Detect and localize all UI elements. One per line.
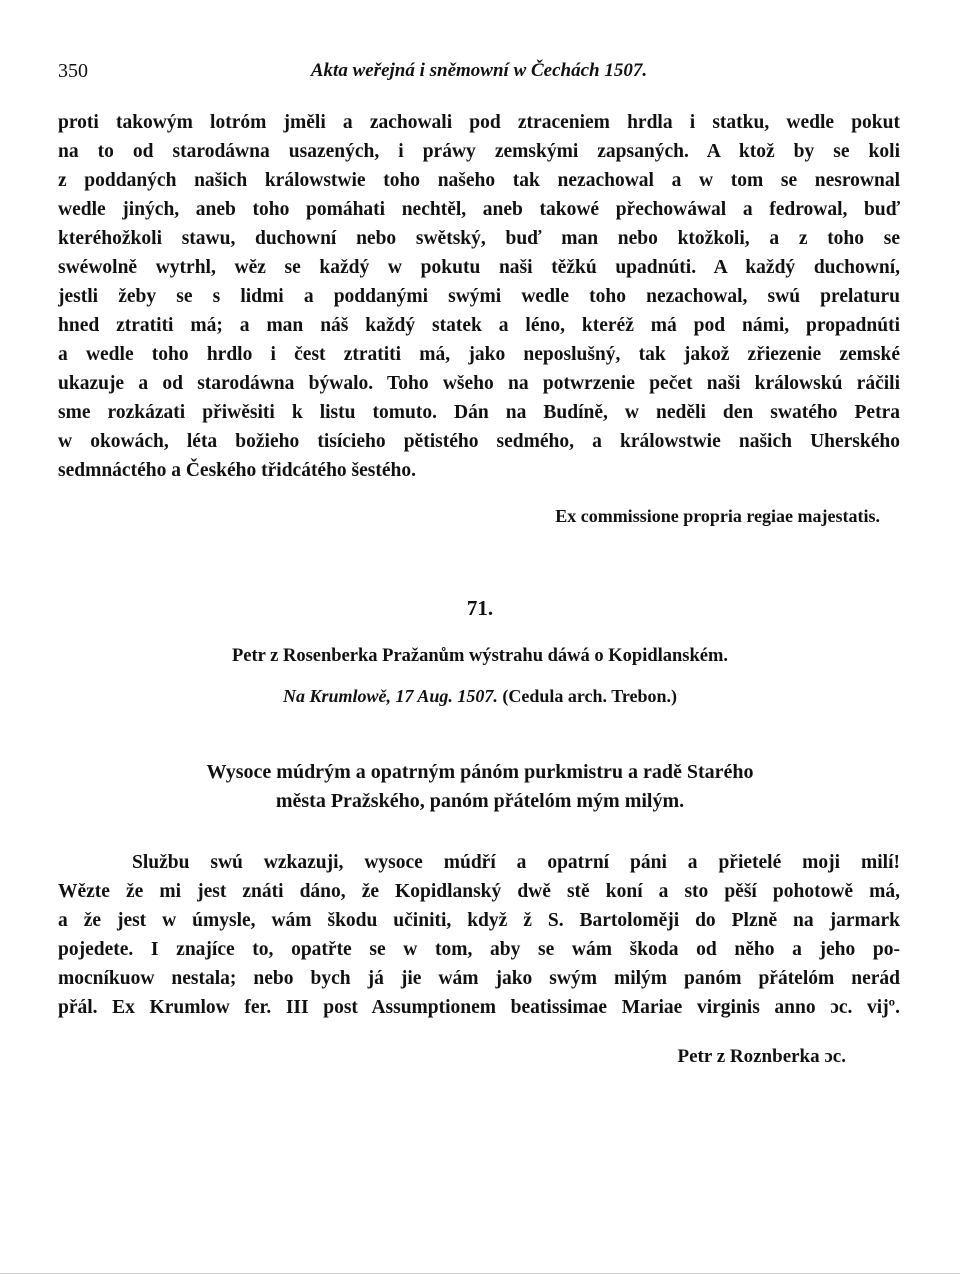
source-place: Na Krumlowě, [282, 686, 391, 706]
running-title: Akta weřejná i sněmowní w Čechách 1507. [310, 60, 648, 81]
page-number: 350 [58, 60, 88, 82]
document-source [0, 686, 960, 707]
text-line: ukazuje a od starodáwna býwalo. Toho wšeho na potwrzenie pečet naši králowskú ráčili [58, 373, 900, 394]
text-line: z poddaných našich králowstwie toho našeho tak nezachowal a w tom se nesrownal [58, 170, 900, 191]
source-date: 17 Aug. 1507. [395, 686, 498, 706]
page-header [58, 60, 900, 90]
paragraph-letter-body [58, 848, 900, 1022]
text-line: mocníkuow nestala; nebo bych já jie wám jako swým milým panóm přátelóm nerád [58, 968, 900, 989]
letter-signature: Petr z Roznberka ɔc. [677, 1046, 846, 1067]
text-line: hned ztratiti má; a man náš každý statek a léno, kteréž má pod námi, propadnúti [58, 315, 900, 336]
text-line: na to od starodáwna usazených, i práwy zemskými zapsaných. A ktož by se koli [58, 141, 900, 162]
page-bottom-divider [0, 1273, 960, 1274]
document-number: 71. [466, 596, 494, 620]
text-line: pojedete. I znajíce to, opatřte se w tom, aby se wám škoda od něho a jeho po- [58, 939, 900, 960]
letter-address [0, 758, 960, 816]
text-line: přál. Ex Krumlow fer. III post Assumptionem beatissimae Mariae virginis anno ɔc. vijº. [58, 997, 900, 1018]
text-line: a že jest w úmysle, wám škodu učiniti, když ž S. Bartoloměji do Plzně na jarmark [58, 910, 900, 931]
text-line: sme rozkázati přiwěsiti k listu tomuto. Dán na Budíně, w neděli den swatého Petra [58, 402, 900, 423]
text-line: a wedle toho hrdlo i čest ztratiti má, jako neposlušný, tak jakož zřiezenie zemské [58, 344, 900, 365]
text-line: sedmnáctého a Českého třidcátého šestého. [58, 460, 417, 481]
text-line: Wězte že mi jest znáti dáno, že Kopidlanský dwě stě koní a sto pěší pohotowě má, [58, 881, 900, 902]
document-summary: Petr z Rosenberka Pražanům wýstrahu dáwá o Kopidlanském. [231, 646, 729, 666]
commission-note: Ex commissione propria regiae majestatis. [555, 506, 880, 526]
text-line: Službu swú wzkazuji, wysoce múdří a opatrní páni a přietelé moji milí! [132, 852, 900, 873]
text-line: wedle jiných, aneb toho pomáhati nechtěl, aneb takowé přechowáwal a fedrowal, buď [58, 199, 900, 220]
text-line: jestli žeby se s lidmi a poddanými swými wedle toho nezachowal, swú prelaturu [58, 286, 900, 307]
source-archive: (Cedula arch. Trebon.) [502, 686, 678, 706]
address-line: Wysoce múdrým a opatrným pánóm purkmistru a radě Starého [206, 761, 754, 783]
text-line: proti takowým lotróm jměli a zachowali pod ztraceniem hrdla i statku, wedle pokut [58, 112, 900, 133]
paragraph-decree-ending [58, 108, 900, 485]
text-line: kteréhožkoli stawu, duchowní nebo swětský, buď man nebo ktožkoli, a z toho se [58, 228, 900, 249]
address-line: města Pražského, panóm přátelóm mým milým. [275, 790, 685, 812]
text-line: w okowách, léta božieho tisícieho pětistého sedmého, a králowstwie našich Uherského [58, 431, 900, 452]
text-line: swéwolně wytrhl, wěz se každý w pokutu naši těžkú upadnúti. A každý duchowní, [58, 257, 900, 278]
